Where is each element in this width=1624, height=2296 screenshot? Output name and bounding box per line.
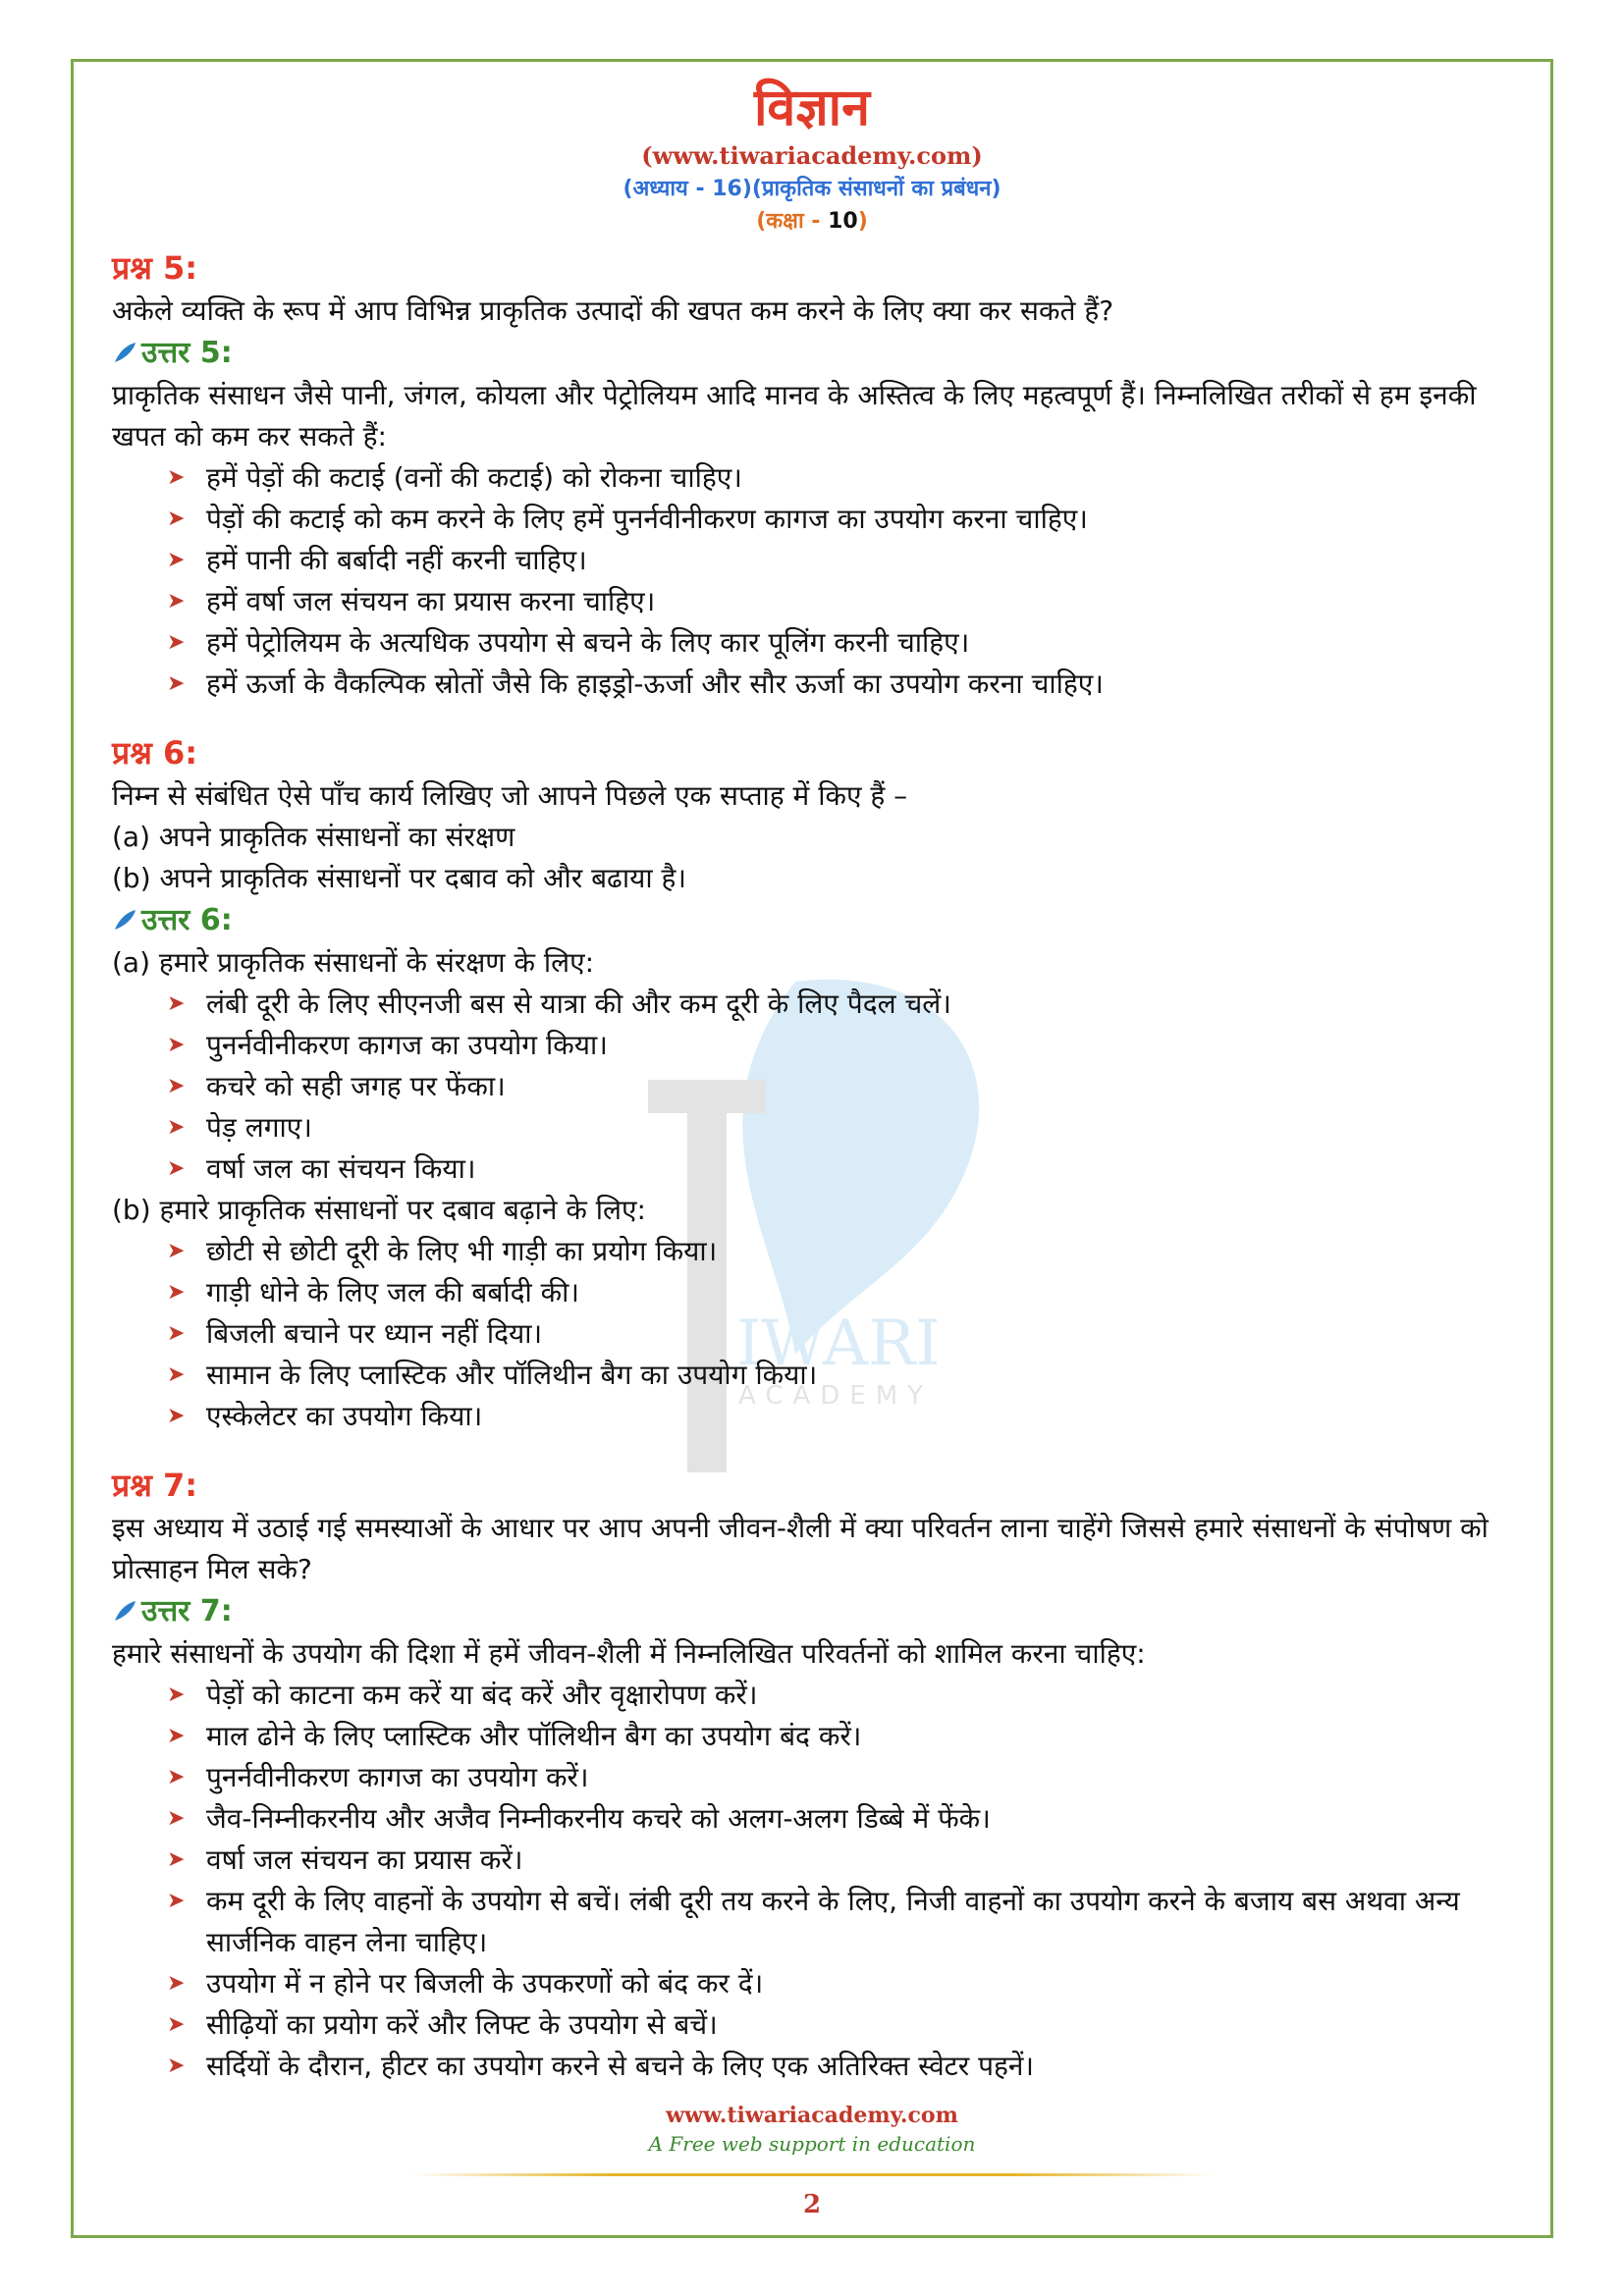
list-item: ➤ कम दूरी के लिए वाहनों के उपयोग से बचें। लंबी दूरी तय करने के लिए, निजी वाहनों का उपयोग करने के बजाय बस अथवा अन्य सार्जनिक वाहन लेना चाहिए। bbox=[167, 1881, 1526, 1963]
list-item: ➤ पेड़ों की कटाई को कम करने के लिए हमें पुनर्नवीनीकरण कागज का उपयोग करना चाहिए। bbox=[167, 499, 1526, 540]
answer-6-label: उत्तर 6: bbox=[141, 903, 233, 937]
quill-icon bbox=[112, 908, 137, 934]
quill-icon bbox=[112, 1599, 137, 1625]
question-6-text: निम्न से संबंधित ऐसे पाँच कार्य लिखिए जो आपने पिछले एक सप्ताह में किए हैं – bbox=[112, 779, 908, 812]
answer-7-points bbox=[112, 1675, 1526, 2087]
class-line bbox=[0, 206, 1624, 238]
answer-6-heading bbox=[112, 899, 1526, 942]
question-5-text: अकेले व्यक्ति के रूप में आप विभिन्न प्राकृतिक उत्पादों की खपत कम करने के लिए क्या कर सकते हैं? bbox=[112, 294, 1114, 327]
list-item: ➤ छोटी से छोटी दूरी के लिए भी गाड़ी का प्रयोग किया। bbox=[167, 1231, 1526, 1272]
list-item: ➤ पेड़ों को काटना कम करें या बंद करें और वृक्षारोपण करें। bbox=[167, 1675, 1526, 1716]
page-content bbox=[112, 245, 1526, 2087]
question-5-heading: प्रश्न 5: bbox=[112, 249, 198, 287]
answer-5-intro: प्राकृतिक संसाधन जैसे पानी, जंगल, कोयला और पेट्रोलियम आदि मानव के अस्तित्व के लिए महत्वपूर्ण हैं। निम्नलिखित तरीकों से हम इनकी खपत को कम कर सकते हैं: bbox=[112, 379, 1477, 453]
answer-7-intro: हमारे संसाधनों के उपयोग की दिशा में हमें जीवन-शैली में निम्नलिखित परिवर्तनों को शामिल करना चाहिए: bbox=[112, 1637, 1146, 1670]
list-item: ➤ हमें ऊर्जा के वैकल्पिक स्रोतों जैसे कि हाइड्रो-ऊर्जा और सौर ऊर्जा का उपयोग करना चाहिए। bbox=[167, 664, 1526, 705]
list-item: ➤ हमें पेड़ों की कटाई (वनों की कटाई) को रोकना चाहिए। bbox=[167, 457, 1526, 499]
page-header bbox=[0, 77, 1624, 238]
list-item: ➤ पुनर्नवीनीकरण कागज का उपयोग करें। bbox=[167, 1757, 1526, 1798]
list-item: ➤ सामान के लिए प्लास्टिक और पॉलिथीन बैग का उपयोग किया। bbox=[167, 1355, 1526, 1396]
list-item: ➤ हमें वर्षा जल संचयन का प्रयास करना चाहिए। bbox=[167, 581, 1526, 622]
question-7-text: इस अध्याय में उठाई गई समस्याओं के आधार पर आप अपनी जीवन-शैली में क्या परिवर्तन लाना चाहेंगे जिससे हमारे संसाधनों के संपोषण को प्रोत्साहन मिल सके? bbox=[112, 1512, 1489, 1585]
answer-6-part-a-intro: (a) हमारे प्राकृतिक संसाधनों के संरक्षण के लिए: bbox=[112, 946, 595, 979]
list-item: ➤ हमें पेट्रोलियम के अत्यधिक उपयोग से बचने के लिए कार पूलिंग करनी चाहिए। bbox=[167, 622, 1526, 664]
list-item: ➤ बिजली बचाने पर ध्यान नहीं दिया। bbox=[167, 1313, 1526, 1355]
list-item: ➤ हमें पानी की बर्बादी नहीं करनी चाहिए। bbox=[167, 540, 1526, 581]
footer-site-link[interactable]: www.tiwariacademy.com bbox=[666, 2103, 958, 2128]
list-item: ➤ उपयोग में न होने पर बिजली के उपकरणों को बंद कर दें। bbox=[167, 1963, 1526, 2004]
watermark-text: IWARI bbox=[736, 1308, 941, 1380]
header-site-link[interactable]: (www.tiwariacademy.com) bbox=[641, 141, 983, 170]
footer-tagline: A Free web support in education bbox=[648, 2132, 976, 2156]
list-item: ➤ माल ढोने के लिए प्लास्टिक और पॉलिथीन बैग का उपयोग बंद करें। bbox=[167, 1716, 1526, 1757]
class-number: 10 bbox=[828, 209, 858, 234]
answer-5-label: उत्तर 5: bbox=[141, 336, 233, 370]
class-suffix: ) bbox=[857, 209, 868, 234]
footer-divider bbox=[409, 2173, 1215, 2176]
list-item: ➤ कचरे को सही जगह पर फेंका। bbox=[167, 1066, 1526, 1107]
list-item: ➤ वर्षा जल संचयन का प्रयास करें। bbox=[167, 1840, 1526, 1881]
answer-6-part-b-points bbox=[112, 1231, 1526, 1437]
chapter-line: (अध्याय - 16)(प्राकृतिक संसाधनों का प्रबंधन) bbox=[623, 177, 1001, 201]
answer-7-label: उत्तर 7: bbox=[141, 1594, 233, 1629]
question-6-heading: प्रश्न 6: bbox=[112, 734, 198, 772]
list-item: ➤ पुनर्नवीनीकरण कागज का उपयोग किया। bbox=[167, 1025, 1526, 1066]
class-prefix: (कक्षा - bbox=[756, 209, 829, 234]
list-item: ➤ सर्दियों के दौरान, हीटर का उपयोग करने से बचने के लिए एक अतिरिक्त स्वेटर पहनें। bbox=[167, 2046, 1526, 2087]
page-number: 2 bbox=[802, 2190, 822, 2219]
list-item: ➤ एस्केलेटर का उपयोग किया। bbox=[167, 1396, 1526, 1437]
list-item: ➤ पेड़ लगाए। bbox=[167, 1107, 1526, 1148]
question-6-option-a: (a) अपने प्राकृतिक संसाधनों का संरक्षण bbox=[112, 821, 515, 853]
list-item: ➤ जैव-निम्नीकरनीय और अजैव निम्नीकरनीय कचरे को अलग-अलग डिब्बे में फेंके। bbox=[167, 1798, 1526, 1840]
list-item: ➤ सीढ़ियों का प्रयोग करें और लिफ्ट के उपयोग से बचें। bbox=[167, 2004, 1526, 2046]
answer-6-part-b-intro: (b) हमारे प्राकृतिक संसाधनों पर दबाव बढ़ाने के लिए: bbox=[112, 1194, 646, 1226]
list-item: ➤ गाड़ी धोने के लिए जल की बर्बादी की। bbox=[167, 1272, 1526, 1313]
quill-icon bbox=[112, 341, 137, 366]
question-7-heading: प्रश्न 7: bbox=[112, 1467, 198, 1504]
list-item: ➤ वर्षा जल का संचयन किया। bbox=[167, 1148, 1526, 1190]
page-title: विज्ञान bbox=[753, 79, 871, 137]
page-footer bbox=[0, 2101, 1624, 2219]
watermark-subtext: ACADEMY bbox=[738, 1381, 934, 1411]
question-6-option-b: (b) अपने प्राकृतिक संसाधनों पर दबाव को और बढाया है। bbox=[112, 862, 686, 894]
list-item: ➤ लंबी दूरी के लिए सीएनजी बस से यात्रा की और कम दूरी के लिए पैदल चलें। bbox=[167, 984, 1526, 1025]
answer-6-part-a-points bbox=[112, 984, 1526, 1190]
answer-7-heading bbox=[112, 1590, 1526, 1633]
answer-5-points bbox=[112, 457, 1526, 705]
answer-5-heading bbox=[112, 332, 1526, 375]
